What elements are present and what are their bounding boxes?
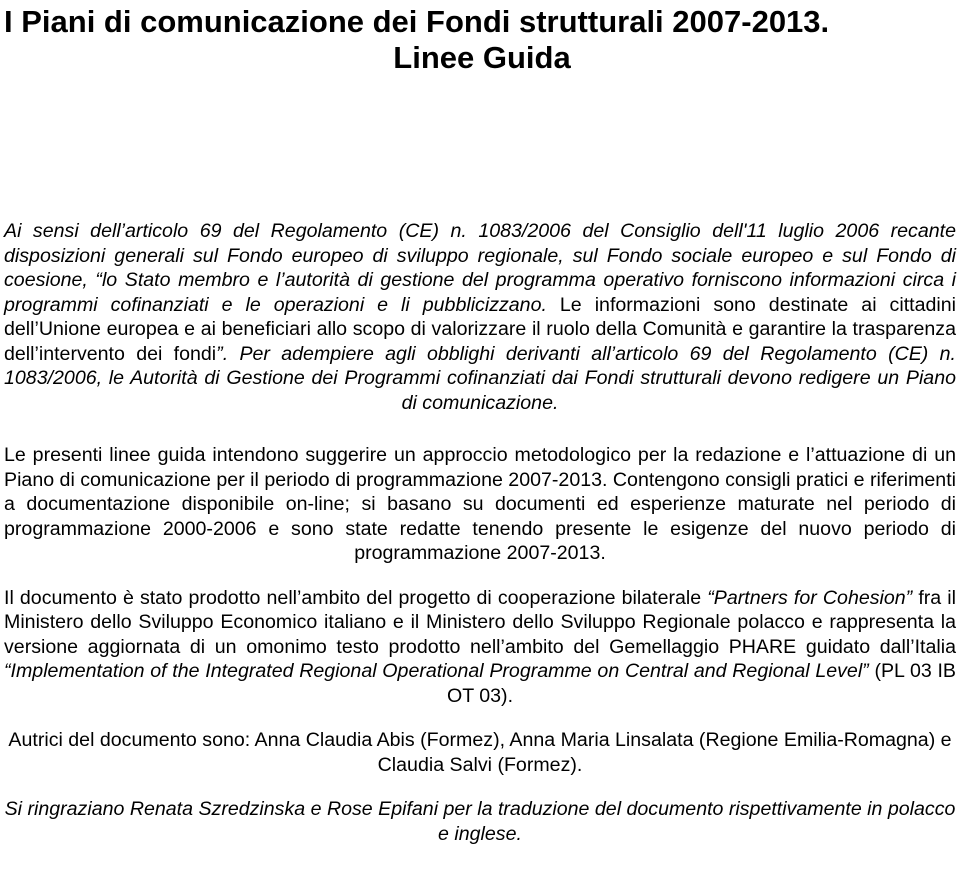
project-text-c: fra il Ministero dello Sviluppo Economico italiano e il Ministero dello Sviluppo Regionale polacco e rappresenta la versione aggiornata di un omonimo testo prodotto nell’ambito del Gemellaggio PHARE guidato dall’Italia <box>4 586 956 658</box>
regulation-text-1: Le informazioni sono destinate ai cittadini dell’Unione europea e ai beneficiari allo scopo di valorizzare il ruolo della Comunità e garantire la trasparenza dell’intervento dei fondi <box>4 293 956 365</box>
regulation-quote: Ai sensi dell’articolo 69 del Regolamento (CE) n. 1083/2006 del Consiglio dell'11 luglio 2006 recante disposizioni generali sul Fondo europeo di sviluppo regionale, sul Fondo sociale europeo e sul Fondo di coesione, “lo Stato membro e l’autorità di gestione del programma operativo forniscono informazioni circa i programmi cofinanziati e le operazioni e li pubblicizzano. <box>4 220 956 316</box>
project-title-implementation: “Implementation of the Integrated Regional Operational Programme on Central and Regional Level” <box>4 660 869 682</box>
title-line-1: I Piani di comunicazione dei Fondi strutturali 2007-2013. <box>4 4 830 39</box>
paragraph-acknowledgements: Si ringraziano Renata Szredzinska e Rose Epifani per la traduzione del documento rispettivamente in polacco e inglese. <box>4 798 956 845</box>
title-line-2: Linee Guida <box>393 40 571 75</box>
document-body <box>4 219 956 846</box>
paragraph-guidelines: Le presenti linee guida intendono suggerire un approccio metodologico per la redazione e l’attuazione di un Piano di comunicazione per il periodo di programmazione 2007-2013. Contengono consigli pratici e riferimenti a documentazione disponibile on-line; si basano su documenti ed esperienze maturate nel periodo di programmazione 2000-2006 e sono state redatte tenendo presente le esigenze del nuovo periodo di programmazione 2007-2013. <box>4 444 956 564</box>
paragraph-regulation <box>4 219 956 415</box>
paragraph-authors: Autrici del documento sono: Anna Claudia Abis (Formez), Anna Maria Linsalata (Regione Emilia-Romagna) e Claudia Salvi (Formez). <box>8 729 952 776</box>
project-text-a: Il documento è stato prodotto nell’ambito del progetto di cooperazione bilaterale <box>4 586 708 609</box>
regulation-text-2: ”. Per adempiere agli obblighi derivanti all’articolo 69 del Regolamento (CE) n. 1083/2006, le Autorità di Gestione dei Programmi cofinanziati dai Fondi strutturali devono redigere un Piano di comunicazione. <box>4 342 956 414</box>
project-text-e: (PL 03 IB OT 03). <box>446 660 956 707</box>
document-title <box>0 4 960 76</box>
paragraph-project <box>4 586 956 709</box>
project-title-partners: “Partners for Cohesion” <box>707 586 913 609</box>
